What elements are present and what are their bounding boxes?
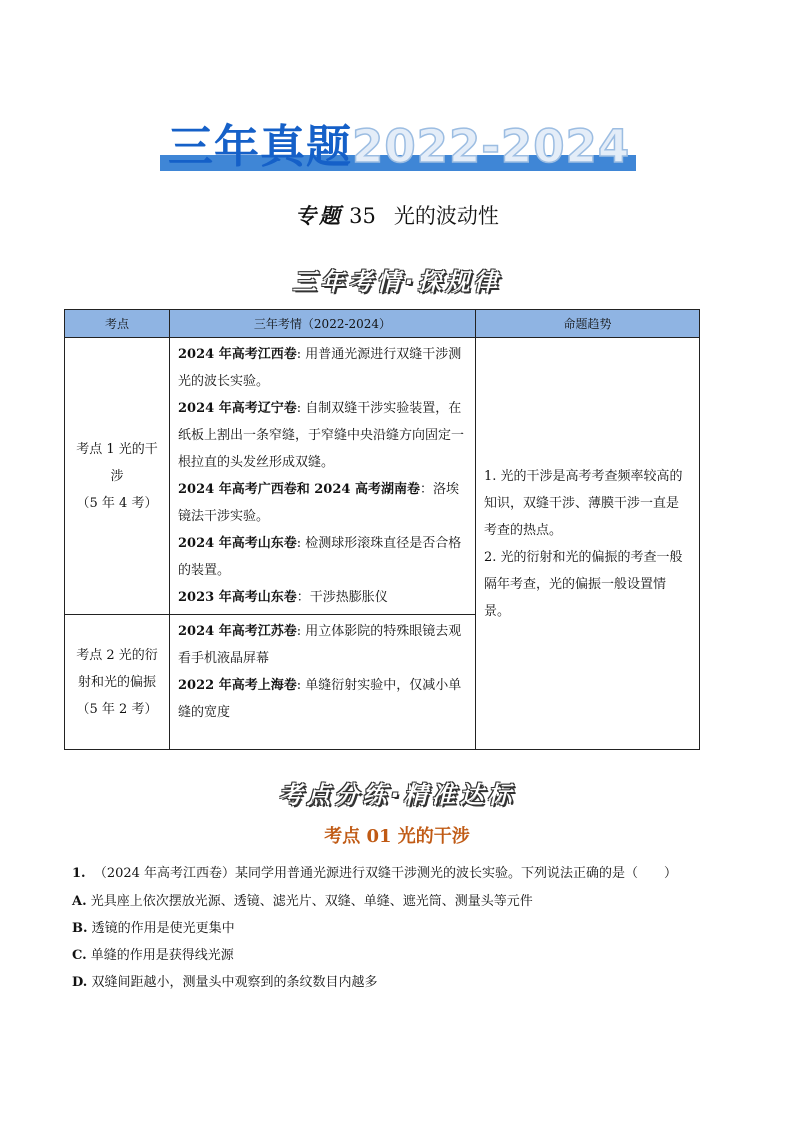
subject-title: 光的波动性 — [393, 204, 499, 228]
banner-text-part2: 2022-2024 — [352, 120, 631, 173]
history-item: 2024 年高考山东卷: 检测球形滚珠直径是否合格的装置。 — [178, 536, 462, 578]
question-stem — [72, 862, 677, 881]
history-item: 2024 年高考辽宁卷: 自制双缝干涉实验装置，在纸板上割出一条窄缝，于窄缝中央沿缝方向固定一根拉直的头发丝形成双缝。 — [178, 401, 465, 470]
option-text: 单缝的作用是获得线光源 — [90, 948, 234, 963]
history-item: 2022 年高考上海卷: 单缝衍射实验中，仅减小单缝的宽度 — [178, 678, 462, 720]
option-text: 光具座上依次摆放光源、透镜、滤光片、双缝、单缝、遮光筒、测量头等元件 — [90, 894, 533, 909]
option-a — [72, 890, 533, 909]
history-source: 2022 年高考上海卷 — [178, 678, 297, 693]
banner-text-part1: 三年真题 — [168, 120, 353, 173]
option-label: C. — [72, 948, 87, 963]
history-text: 自制双缝干涉实验装置，在纸板上割出一条窄缝，于窄缝中央沿缝方向固定一根拉直的头发丝形成双缝。 — [178, 401, 465, 470]
history-item: 2024 年高考江苏卷: 用立体影院的特殊眼镜去观看手机液晶屏幕 — [178, 624, 462, 666]
history-source: 2024 年高考江西卷 — [178, 347, 297, 362]
history-source: 2023 年高考山东卷 — [178, 590, 297, 605]
subject-number: 35 — [349, 204, 376, 228]
history-text: 干涉热膨胀仪 — [309, 590, 388, 605]
topic-cell — [65, 615, 170, 750]
history-source: 2024 年高考广西卷和 2024 高考湖南卷 — [178, 482, 420, 497]
section-title-practice: 考点分练·精准达标 — [278, 781, 516, 809]
topic-cell — [65, 338, 170, 615]
option-text: 双缝间距越小，测量头中观察到的条纹数目内越多 — [91, 975, 378, 990]
question-number: 1. — [72, 866, 86, 881]
history-item: 2024 年高考江西卷: 用普通光源进行双缝干涉测光的波长实验。 — [178, 347, 462, 389]
option-b — [72, 917, 235, 936]
option-label: B. — [72, 921, 88, 936]
topic-line: 考点 2 光的衍 — [76, 647, 158, 663]
exam-analysis-table — [64, 309, 700, 750]
kp1-title: 考点 01 光的干涉 — [324, 826, 470, 847]
history-cell — [170, 615, 476, 750]
section-title-exam-analysis: 三年考情·探规律 — [292, 268, 502, 296]
question-text: （2024 年高考江西卷）某同学用普通光源进行双缝干涉测光的波长实验。下列说法正确的是（ ） — [93, 866, 678, 881]
history-text: 洛埃镜法干涉实验。 — [178, 482, 459, 524]
history-item: 2023 年高考山东卷：干涉热膨胀仪 — [178, 590, 388, 605]
trend-item: 1. 光的干涉是高考考查频率较高的知识，双缝干涉、薄膜干涉一直是考查的热点。 — [484, 468, 683, 538]
table-header-row — [65, 310, 700, 338]
option-label: A. — [72, 894, 87, 909]
trend-item: 2. 光的衍射和光的偏振的考查一般隔年考查，光的偏振一般设置情景。 — [484, 549, 683, 619]
subject-prefix: 专题 — [295, 203, 344, 228]
option-text: 透镜的作用是使光更集中 — [91, 921, 235, 936]
header-topic: 考点 — [65, 310, 170, 338]
trend-cell — [476, 338, 700, 750]
history-text: 检测球形滚珠直径是否合格的装置。 — [178, 536, 462, 578]
history-source: 2024 年高考江苏卷 — [178, 624, 297, 639]
option-c — [72, 944, 234, 963]
option-d — [72, 971, 378, 990]
topic-line: 涉 — [110, 468, 124, 484]
topic-line: 考点 1 光的干 — [76, 441, 158, 457]
option-label: D. — [72, 975, 88, 990]
table-row — [65, 338, 700, 615]
banner-text — [168, 118, 630, 176]
header-trend: 命题趋势 — [476, 310, 700, 338]
subject-heading — [0, 200, 794, 230]
history-item: 2024 年高考广西卷和 2024 高考湖南卷：洛埃镜法干涉实验。 — [178, 482, 459, 524]
topic-line: （5 年 2 考） — [76, 701, 158, 717]
history-source: 2024 年高考辽宁卷 — [178, 401, 297, 416]
topic-line: 射和光的偏振 — [77, 674, 156, 690]
topic-line: （5 年 4 考） — [76, 495, 158, 511]
history-text: 单缝衍射实验中，仅减小单缝的宽度 — [178, 678, 462, 720]
history-source: 2024 年高考山东卷 — [178, 536, 297, 551]
history-cell — [170, 338, 476, 615]
header-history: 三年考情（2022-2024） — [170, 310, 476, 338]
history-text: 用立体影院的特殊眼镜去观看手机液晶屏幕 — [178, 624, 462, 666]
title-banner — [160, 118, 636, 178]
history-text: 用普通光源进行双缝干涉测光的波长实验。 — [178, 347, 462, 389]
